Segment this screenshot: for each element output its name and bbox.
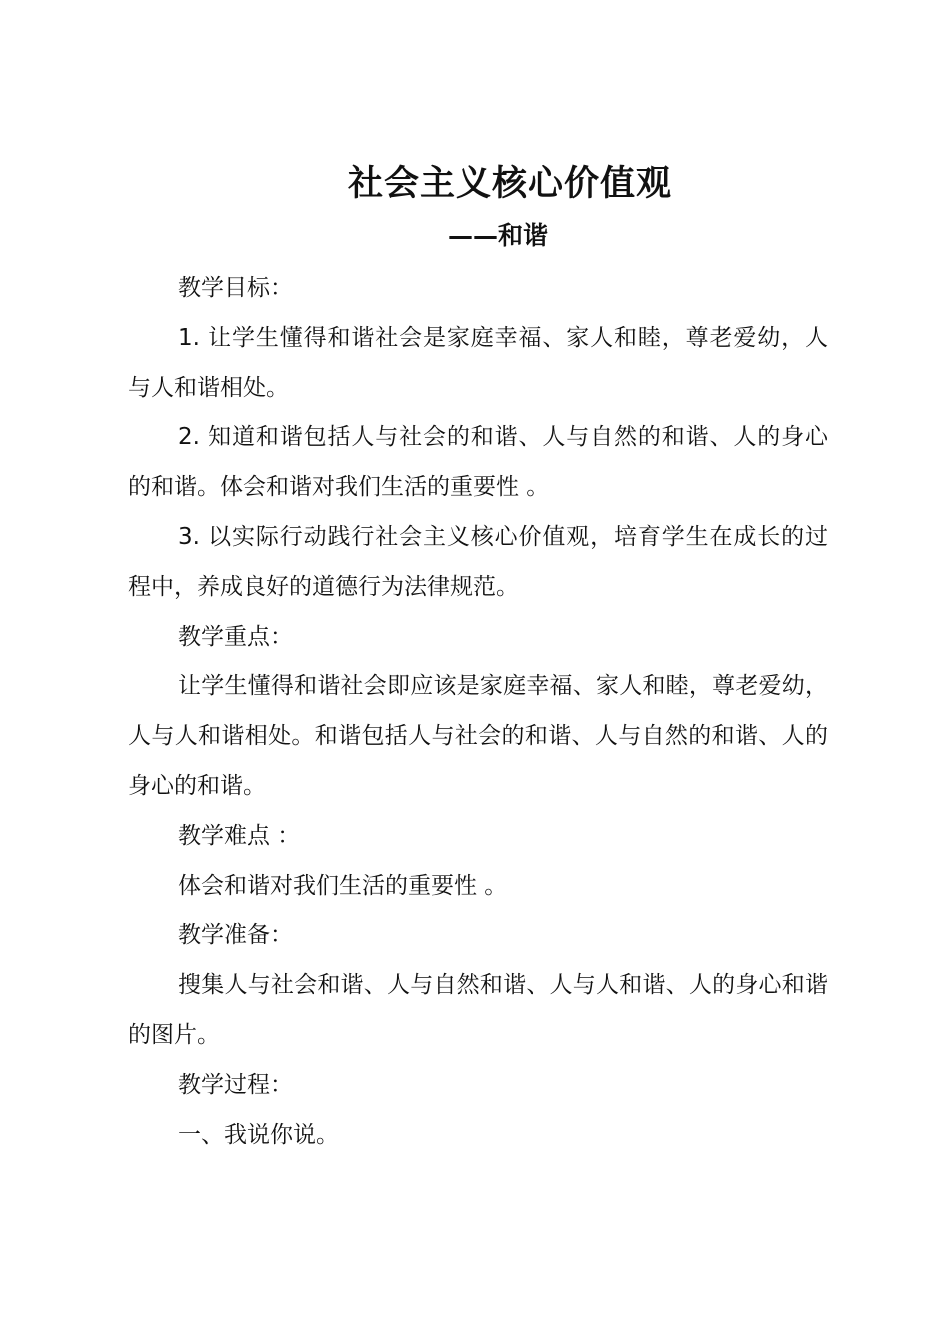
document-title: 社会主义核心价值观 (347, 163, 672, 204)
key-points-text: 让学生懂得和谐社会即应该是家庭幸福、家人和睦，尊老爱幼，人与人和谐相处。和谐包括人与社会的和谐、人与自然的和谐、人的身心的和谐。 (128, 673, 828, 799)
section-heading-preparation: 教学准备： (178, 922, 293, 949)
document-subtitle: ——和谐 (448, 221, 549, 250)
section-heading-key-points: 教学重点： (178, 623, 293, 650)
document-body (128, 264, 828, 1160)
process-step-1: 一、我说你说。 (178, 1121, 339, 1148)
section-heading-process: 教学过程： (178, 1071, 293, 1098)
goal-item-2: 2. 知道和谐包括人与社会的和谐、人与自然的和谐、人的身心的和谐。体会和谐对我们生活的重要性 。 (128, 424, 828, 501)
goal-item-1: 1. 让学生懂得和谐社会是家庭幸福、家人和睦，尊老爱幼，人与人和谐相处。 (128, 324, 828, 401)
difficulties-text: 体会和谐对我们生活的重要性 。 (178, 872, 508, 899)
preparation-text: 搜集人与社会和谐、人与自然和谐、人与人和谐、人的身心和谐的图片。 (128, 972, 828, 1048)
section-heading-difficulties: 教学难点 ： (178, 822, 301, 849)
section-heading-teaching-goals: 教学目标： (178, 275, 293, 301)
goal-item-3: 3. 以实际行动践行社会主义核心价值观，培育学生在成长的过程中，养成良好的道德行为法律规范。 (128, 523, 828, 600)
